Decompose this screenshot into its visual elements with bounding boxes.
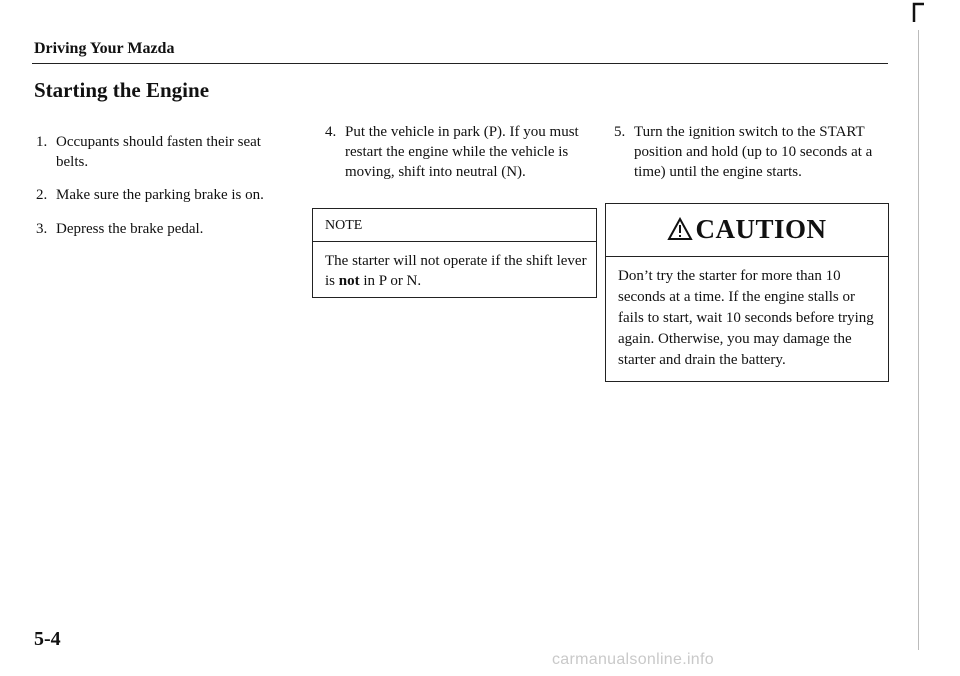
page-title: Starting the Engine <box>34 78 210 102</box>
step-text: Put the vehicle in park (P). If you must restart the engine while the vehicle is moving, shift into neutral (N). <box>345 124 579 180</box>
step-text: Occupants should fasten their seat belts. <box>56 134 261 170</box>
caution-text: Don’t try the starter for more than 10 seconds at a time. If the engine stalls or fails to start, wait 10 seconds before trying again. Otherwise, you may damage the starter and drain the battery. <box>618 268 874 368</box>
note-emphasis: not <box>338 273 360 289</box>
step-text: Make sure the parking brake is on. <box>56 187 264 203</box>
note-header <box>313 209 596 242</box>
step-number: 2. <box>36 187 48 203</box>
step-text: Turn the ignition switch to the START position and hold (up to 10 seconds at a time) until the engine starts. <box>634 124 873 180</box>
list-item <box>36 219 286 239</box>
warning-triangle-icon <box>667 217 693 241</box>
note-heading: NOTE <box>325 218 363 233</box>
step-number: 3. <box>36 221 48 237</box>
list-item <box>325 122 605 182</box>
crop-mark-icon <box>911 0 927 24</box>
step-text: Depress the brake pedal. <box>56 221 204 237</box>
caution-box <box>605 203 889 382</box>
caution-heading: CAUTION <box>695 214 827 244</box>
note-box <box>312 208 597 298</box>
page-edge-line <box>918 30 919 650</box>
page-number: 5-4 <box>34 628 61 650</box>
list-item <box>36 132 286 172</box>
section-header: Driving Your Mazda <box>34 40 175 57</box>
step-number: 1. <box>36 134 48 150</box>
list-item <box>614 122 886 182</box>
step-number: 5. <box>614 124 626 140</box>
step-number: 4. <box>325 124 337 140</box>
header-divider <box>32 63 888 64</box>
list-item <box>36 185 296 205</box>
watermark: carmanualsonline.info <box>552 651 714 668</box>
caution-header <box>606 204 888 257</box>
note-text: The starter will not operate if the shift lever is not in P or N. <box>325 253 587 289</box>
